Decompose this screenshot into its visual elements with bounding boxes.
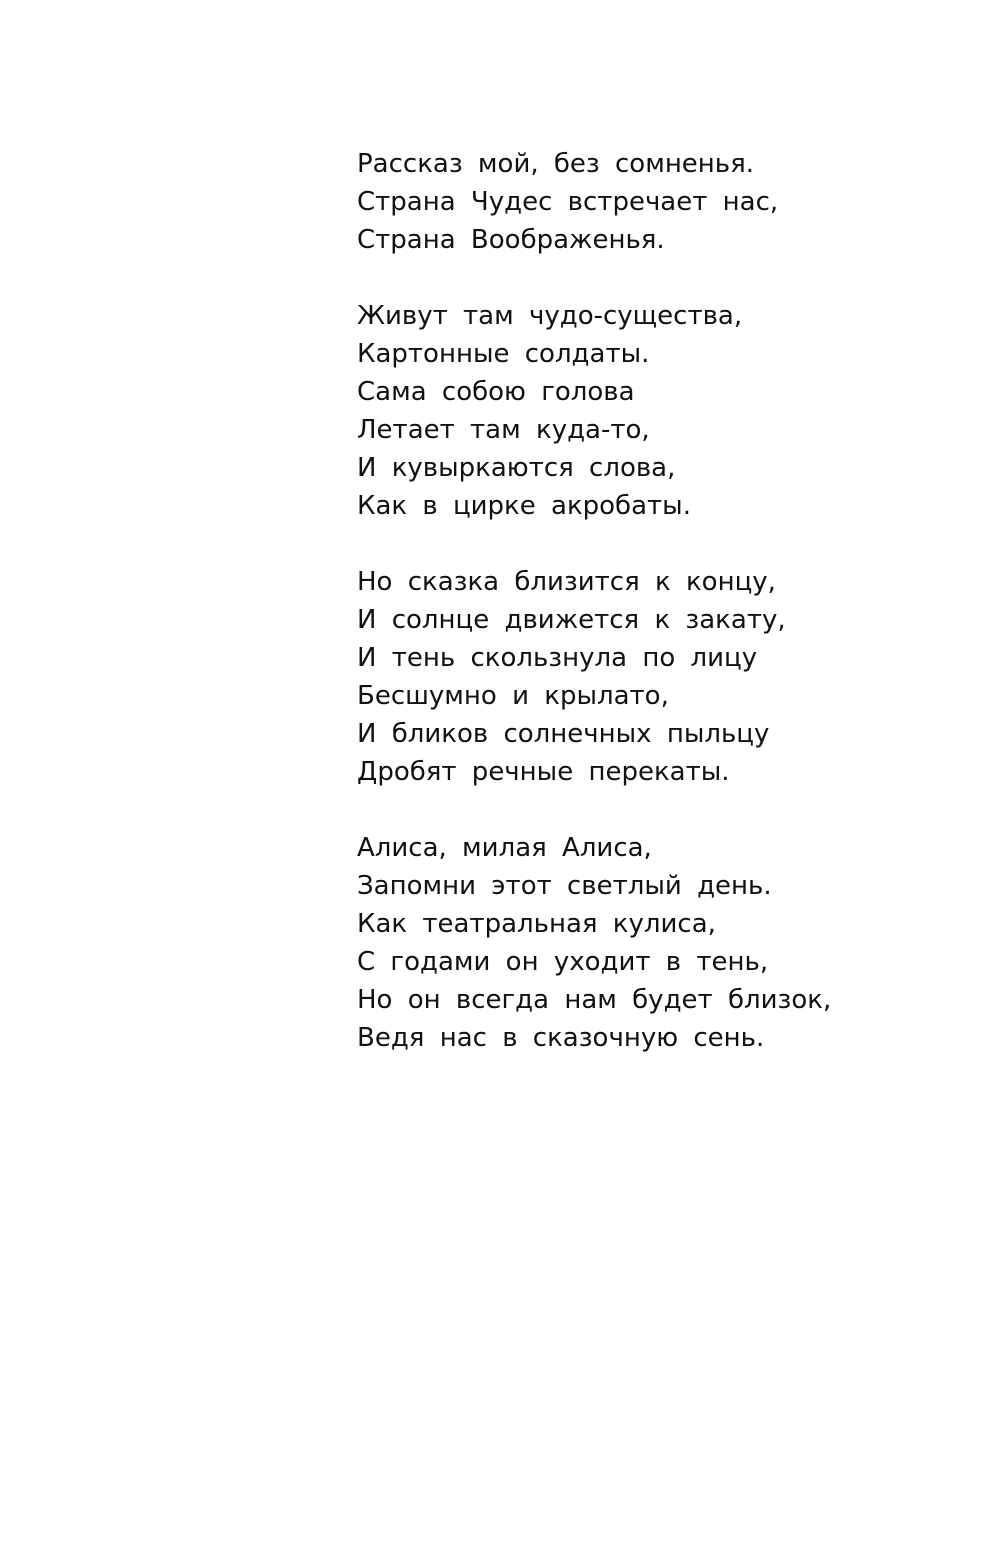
poem-line: Страна Воображенья. bbox=[357, 225, 665, 255]
poem-line: И тень скользнула по лицу bbox=[357, 643, 758, 673]
poem-line: Рассказ мой, без сомненья. bbox=[357, 149, 755, 179]
poem-line: Как театральная кулиса, bbox=[357, 909, 716, 939]
poem-line: Страна Чудес встречает нас, bbox=[357, 187, 779, 217]
poem-line: Дробят речные перекаты. bbox=[357, 757, 730, 787]
stanza-2 bbox=[357, 297, 957, 525]
stanza-1 bbox=[357, 145, 957, 259]
poem-line: Сама собою голова bbox=[357, 377, 635, 407]
poem-line: Ведя нас в сказочную сень. bbox=[357, 1023, 765, 1053]
poem-line: Но сказка близится к концу, bbox=[357, 567, 776, 597]
poem-line: Запомни этот светлый день. bbox=[357, 871, 772, 901]
poem-text bbox=[357, 145, 957, 1095]
poem-line: С годами он уходит в тень, bbox=[357, 947, 769, 977]
poem-line: Летает там куда-то, bbox=[357, 415, 650, 445]
poem-line: И солнце движется к закату, bbox=[357, 605, 786, 635]
poem-line: Но он всегда нам будет близок, bbox=[357, 985, 832, 1015]
poem-line: И кувыркаются слова, bbox=[357, 453, 676, 483]
poem-line: И бликов солнечных пыльцу bbox=[357, 719, 770, 749]
stanza-3 bbox=[357, 563, 957, 791]
poem-line: Картонные солдаты. bbox=[357, 339, 650, 369]
poem-line: Бесшумно и крылато, bbox=[357, 681, 669, 711]
poem-line: Живут там чудо-существа, bbox=[357, 301, 743, 331]
poem-line: Алиса, милая Алиса, bbox=[357, 833, 652, 863]
stanza-4 bbox=[357, 829, 957, 1057]
poem-line: Как в цирке акробаты. bbox=[357, 491, 691, 521]
